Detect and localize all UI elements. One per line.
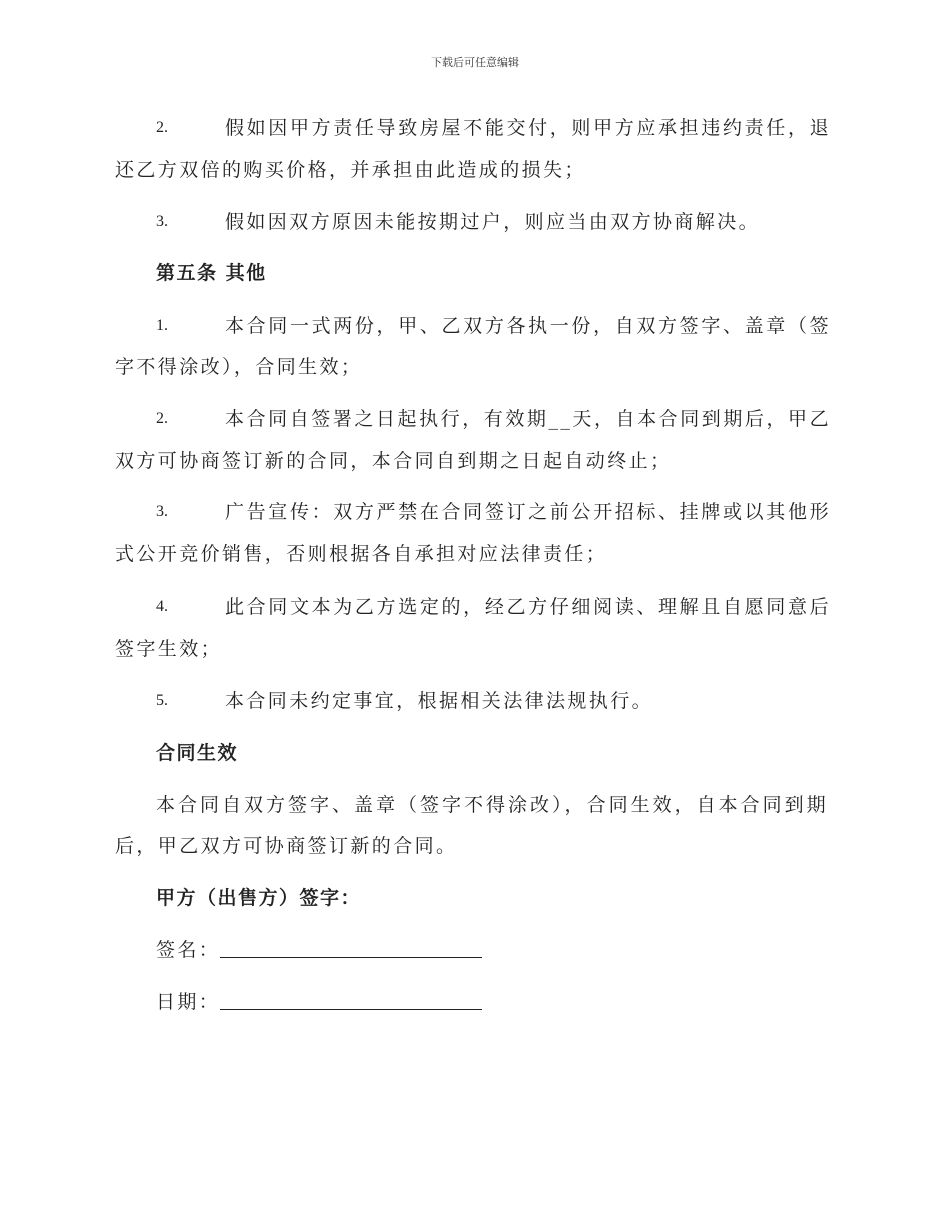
paragraph-line: 本合同自签署之日起执行，有效期__天，自本合同到期后，甲乙 [225, 408, 831, 430]
paragraph-line: 双方可协商签订新的合同，本合同自到期之日起自动终止； [115, 450, 672, 472]
paragraph-line: 此合同文本为乙方选定的，经乙方仔细阅读、理解且自愿同意后 [225, 596, 831, 618]
paragraph-line: 字不得涂改），合同生效； [115, 356, 363, 378]
sign-label: 签名： [156, 939, 221, 961]
paragraph-line: 本合同未约定事宜，根据相关法律法规执行。 [225, 690, 654, 712]
item-number: 4. [156, 598, 168, 615]
item-number: 3. [156, 213, 168, 230]
signature-line [220, 957, 482, 958]
paragraph-line: 还乙方双倍的购买价格，并承担由此造成的损失； [115, 159, 586, 181]
paragraph-line: 假如因双方原因未能按期过户，则应当由双方协商解决。 [225, 211, 761, 233]
page-header: 下载后可任意编辑 [431, 56, 519, 69]
signature-section-title: 甲方（出售方）签字： [156, 887, 362, 909]
paragraph-line: 假如因甲方责任导致房屋不能交付，则甲方应承担违约责任，退 [225, 117, 831, 139]
item-number: 2. [156, 119, 168, 136]
date-label: 日期： [156, 991, 221, 1013]
paragraph-line: 本合同一式两份，甲、乙双方各执一份，自双方签字、盖章（签 [225, 315, 831, 337]
paragraph-line: 本合同自双方签字、盖章（签字不得涂改），合同生效，自本合同到期 [156, 794, 828, 816]
item-number: 1. [156, 317, 168, 334]
date-line [220, 1009, 482, 1010]
paragraph-line: 式公开竞价销售，否则根据各自承担对应法律责任； [115, 543, 608, 565]
section-title: 第五条 其他 [156, 262, 267, 284]
item-number: 2. [156, 410, 168, 427]
paragraph-line: 后，甲乙双方可协商签订新的合同。 [115, 835, 458, 857]
section-title: 合同生效 [156, 742, 239, 764]
item-number: 3. [156, 503, 168, 520]
paragraph-line: 签字生效； [115, 638, 223, 660]
paragraph-line: 广告宣传：双方严禁在合同签订之前公开招标、挂牌或以其他形 [225, 501, 831, 523]
item-number: 5. [156, 692, 168, 709]
